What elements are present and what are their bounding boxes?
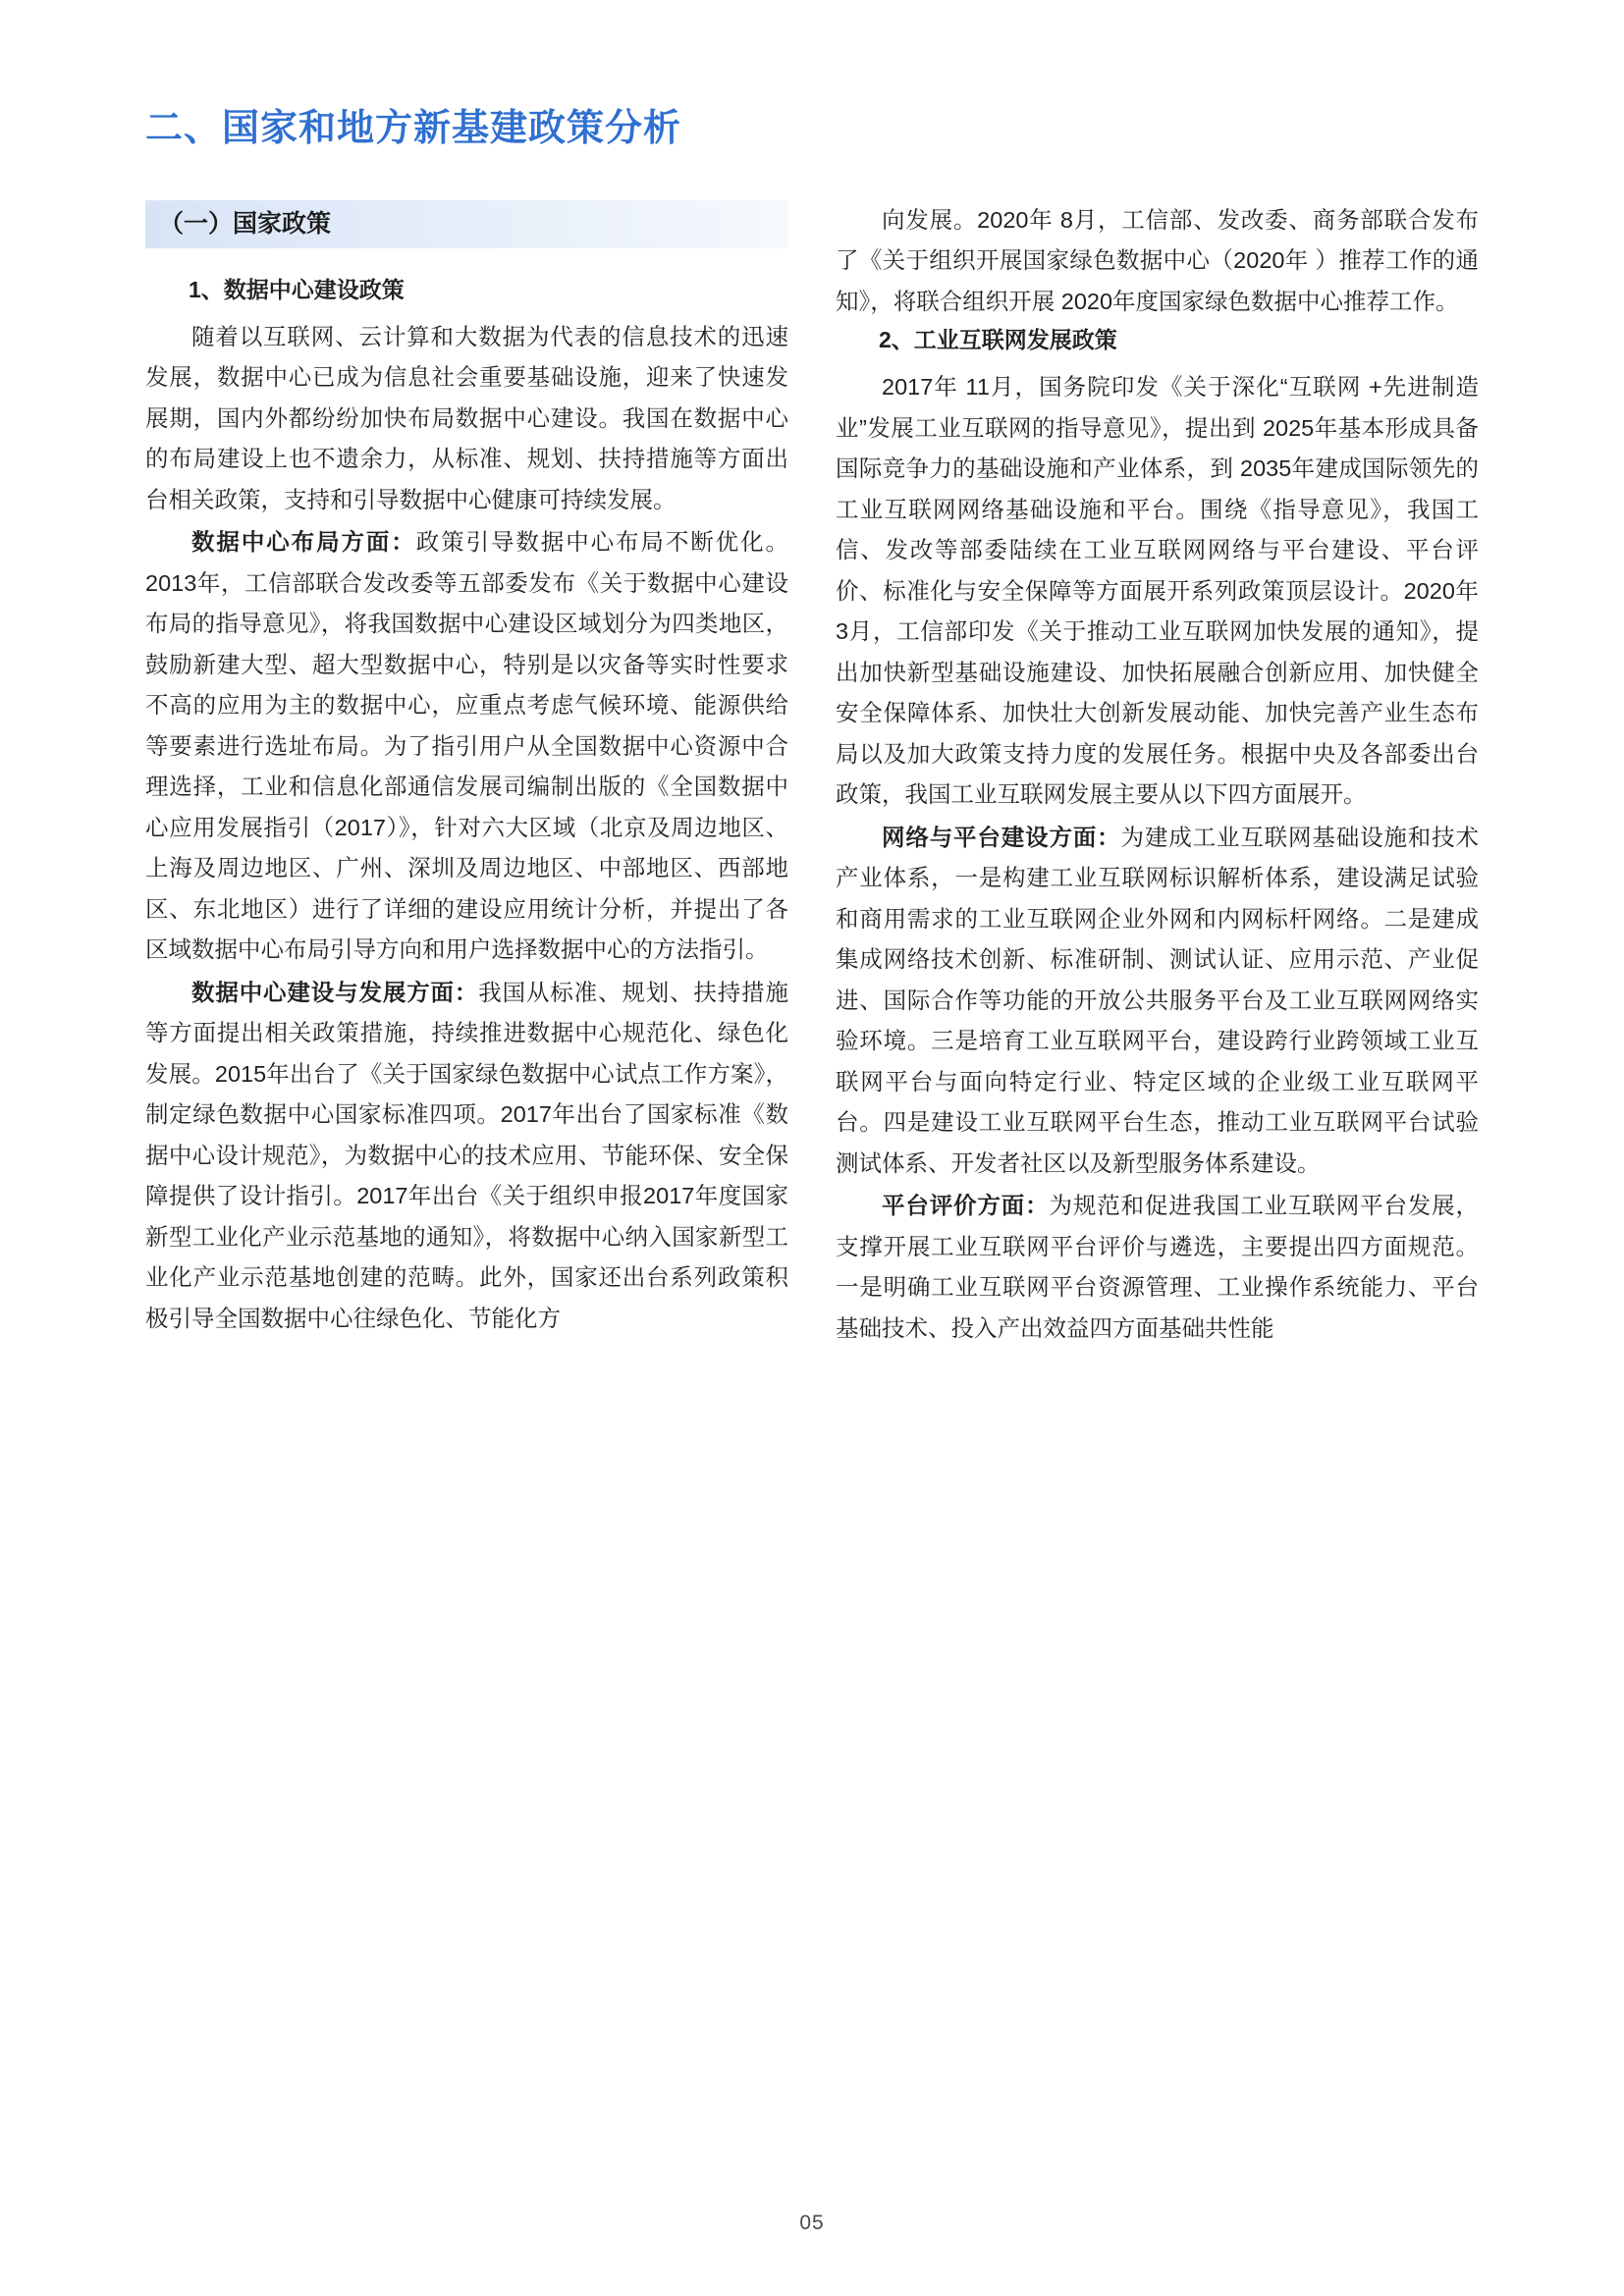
page-title: 二、国家和地方新基建政策分析 bbox=[145, 108, 682, 149]
subheading-data-center-policy: 1、数据中心建设政策 bbox=[189, 276, 405, 302]
paragraph-lead-platform-evaluation: 平台评价方面： bbox=[882, 1193, 1050, 1219]
paragraph-platform-evaluation bbox=[836, 1186, 1479, 1349]
paragraph-lead-layout: 数据中心布局方面： bbox=[191, 529, 416, 556]
page-number: 05 bbox=[799, 2212, 825, 2234]
paragraph-network-platform bbox=[836, 818, 1479, 1185]
paragraph-text-platform-evaluation: 为规范和促进我国工业互联网平台发展，支撑开展工业互联网平台评价与遴选，主要提出四方面规范。一是明确工业互联网平台资源管理、工业操作系统能力、平台基础技术、投入产出效益四方面基础共性能 bbox=[836, 1193, 1480, 1341]
two-column-layout bbox=[145, 200, 1479, 1350]
paragraph-intro: 随着以互联网、云计算和大数据为代表的信息技术的迅速发展，数据中心已成为信息社会重要基础设施，迎来了快速发展期，国内外都纷纷加快布局数据中心建设。我国在数据中心的布局建设上也不遗余力，从标准、规划、扶持措施等方面出台相关政策，支持和引导数据中心健康可持续发展。 bbox=[145, 323, 788, 512]
subheading-industrial-internet-policy: 2、工业互联网发展政策 bbox=[879, 327, 1117, 352]
paragraph-lead-network-platform: 网络与平台建设方面： bbox=[882, 824, 1121, 850]
paragraph-layout bbox=[145, 522, 788, 971]
paragraph-lead-construction: 数据中心建设与发展方面： bbox=[191, 979, 479, 1005]
paragraph-text-construction: 我国从标准、规划、扶持措施等方面提出相关政策措施，持续推进数据中心规范化、绿色化发展。2015年出台了《关于国家绿色数据中心试点工作方案》，制定绿色数据中心国家标准四项。2017年出台了国家标准《数据中心设计规范》，为数据中心的技术应用、节能环保、安全保障提供了设计指引。2017年出台《关于组织申报2017年度国家新型工业化产业示范基地的通知》，将数据中心纳入国家新型工业化产业示范基地创建的范畴。此外，国家还出台系列政策积极引导全国数据中心往绿色化、节能化方 bbox=[145, 979, 788, 1331]
paragraph-continued: 向发展。2020年 8月，工信部、发改委、商务部联合发布了《关于组织开展国家绿色数据中心（2020年 ）推荐工作的通知》，将联合组织开展 2020年度国家绿色数据中心推荐工作。 bbox=[836, 206, 1479, 314]
section-heading-national-policy: （一）国家政策 bbox=[145, 200, 788, 248]
paragraph-guidance: 2017年 11月，国务院印发《关于深化“互联网 +先进制造业”发展工业互联网的指导意见》，提出到 2025年基本形成具备国际竞争力的基础设施和产业体系，到 2035年建成国际领先的工业互联网网络基础设施和平台。围绕《指导意见》，我国工信、发改等部委陆续在工业互联网网络与平台建设、平台评价、标准化与安全保障等方面展开系列政策顶层设计。2020年 3月，工信部印发《关于推动工业互联网加快发展的通知》，提出加快新型基础设施建设、加快拓展融合创新应用、加快健全安全保障体系、加快壮大创新发展动能、加快完善产业生态布局以及加大政策支持力度的发展任务。根据中央及各部委出台政策，我国工业互联网发展主要从以下四方面展开。 bbox=[836, 374, 1479, 808]
paragraph-construction bbox=[145, 973, 788, 1340]
paragraph-text-layout: 政策引导数据中心布局不断优化。2013年，工信部联合发改委等五部委发布《关于数据中心建设布局的指导意见》，将我国数据中心建设区域划分为四类地区，鼓励新建大型、超大型数据中心，特别是以灾备等实时性要求不高的应用为主的数据中心，应重点考虑气候环境、能源供给等要素进行选址布局。为了指引用户从全国数据中心资源中合理选择，工业和信息化部通信发展司编制出版的《全国数据中心应用发展指引（2017）》，针对六大区域（北京及周边地区、上海及周边地区、广州、深圳及周边地区、中部地区、西部地区、东北地区）进行了详细的建设应用统计分析，并提出了各区域数据中心布局引导方向和用户选择数据中心的方法指引。 bbox=[145, 529, 789, 963]
left-column bbox=[145, 200, 788, 1340]
right-column bbox=[836, 200, 1479, 1350]
paragraph-text-network-platform: 为建成工业互联网基础设施和技术产业体系，一是构建工业互联网标识解析体系，建设满足试验和商用需求的工业互联网企业外网和内网标杆网络。二是建成集成网络技术创新、标准研制、测试认证、应用示范、产业促进、国际合作等功能的开放公共服务平台及工业互联网网络实验环境。三是培育工业互联网平台，建设跨行业跨领域工业互联网平台与面向特定行业、特定区域的企业级工业互联网平台。四是建设工业互联网平台生态，推动工业互联网平台试验测试体系、开发者社区以及新型服务体系建设。 bbox=[836, 824, 1480, 1176]
